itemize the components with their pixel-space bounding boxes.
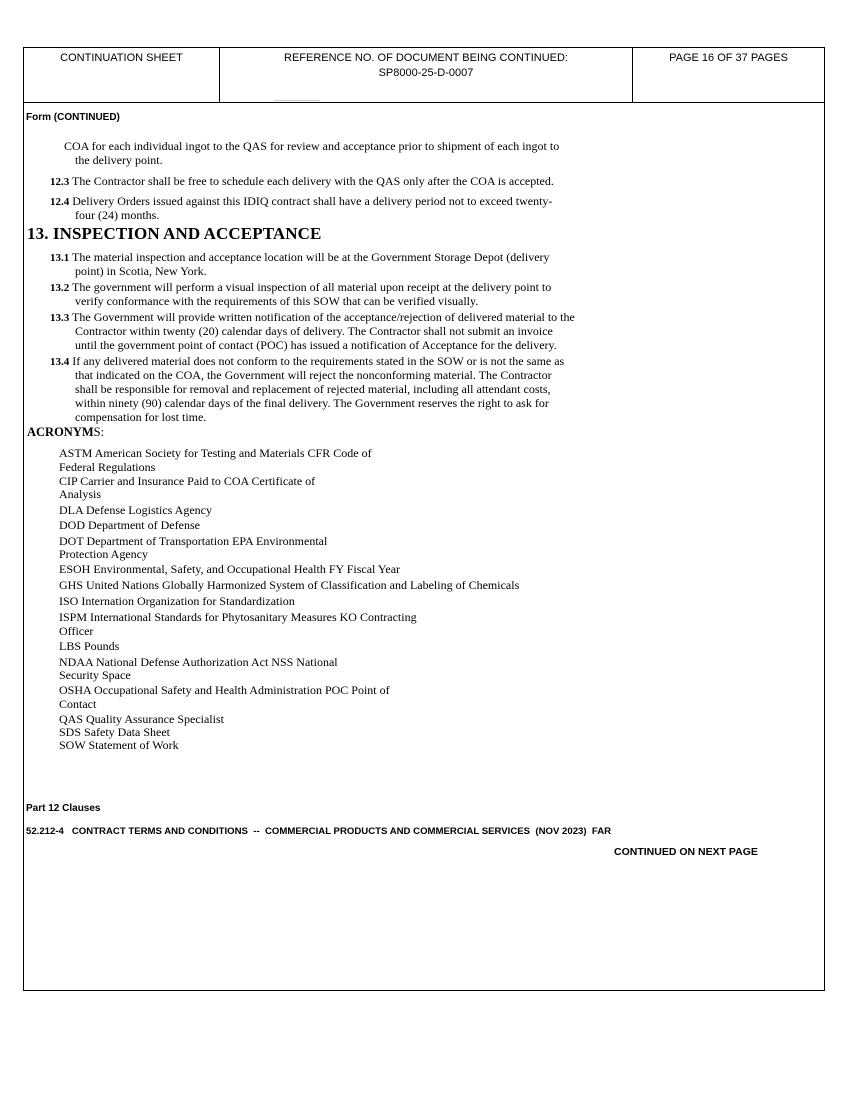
item-text: The Government will provide written notification of the acceptance/rejection of delivered material to the — [72, 310, 575, 324]
intro-line-1: COA for each individual ingot to the QAS for review and acceptance prior to shipment of each ingot to — [64, 139, 560, 153]
acronym-line: Analysis — [59, 487, 101, 501]
item-text: The Contractor shall be free to schedule each delivery with the QAS only after the COA is accepted. — [72, 174, 554, 188]
continued-on-next-page: CONTINUED ON NEXT PAGE — [614, 846, 758, 858]
acronym-line: CIP Carrier and Insurance Paid to COA Certificate of — [59, 474, 316, 488]
item-13-1 — [50, 250, 550, 265]
page-number: PAGE 16 OF 37 PAGES — [669, 52, 788, 64]
acronyms-heading-bold: ACRONYM — [27, 425, 94, 439]
item-number: 12.3 — [50, 176, 70, 188]
clause-52-212-4: 52.212-4 CONTRACT TERMS AND CONDITIONS -- COMMERCIAL PRODUCTS AND COMMERCIAL SERVICES (NOV 2023) FAR — [26, 826, 612, 837]
item-13-4-cont-3: within ninety (90) calendar days of the final delivery. The Government reserves the right to ask for — [75, 396, 549, 410]
item-13-4-cont-4: compensation for lost time. — [75, 410, 207, 424]
acronym-line: SOW Statement of Work — [59, 738, 179, 752]
item-text: If any delivered material does not conform to the requirements stated in the SOW or is not the same as — [72, 354, 565, 368]
item-12-3 — [50, 174, 554, 189]
acronym-line: SDS Safety Data Sheet — [59, 725, 170, 739]
item-13-4 — [50, 354, 564, 369]
acronym-line: DLA Defense Logistics Agency — [59, 503, 212, 517]
continuation-sheet-label: CONTINUATION SHEET — [24, 48, 220, 102]
item-number: 12.4 — [50, 196, 70, 208]
item-number: 13.3 — [50, 312, 70, 324]
item-text: The material inspection and acceptance location will be at the Government Storage Depot (delivery — [72, 250, 550, 264]
acronym-line: ISPM International Standards for Phytosanitary Measures KO Contracting — [59, 610, 417, 624]
item-12-4 — [50, 194, 552, 209]
item-13-2 — [50, 280, 551, 295]
acronym-line: GHS United Nations Globally Harmonized System of Classification and Labeling of Chemicals — [59, 578, 520, 592]
reference-number: SP8000-25-D-0007 — [378, 67, 474, 79]
acronyms-heading-rest: S: — [93, 425, 105, 439]
acronym-line: Officer — [59, 624, 94, 638]
intro-line-2: the delivery point. — [75, 153, 163, 167]
continuation-sheet — [23, 47, 825, 991]
acronym-line: QAS Quality Assurance Specialist — [59, 712, 224, 726]
acronym-line: Contact — [59, 697, 97, 711]
acronyms-heading — [27, 425, 104, 439]
acronym-line: ISO Internation Organization for Standardization — [59, 594, 295, 608]
acronym-line: DOD Department of Defense — [59, 518, 200, 532]
item-13-2-cont: verify conformance with the requirements of this SOW that can be verified visually. — [75, 294, 479, 308]
acronym-line: Security Space — [59, 668, 131, 682]
item-number: 13.4 — [50, 356, 70, 368]
item-text: The government will perform a visual inspection of all material upon receipt at the delivery point to — [72, 280, 552, 294]
reference-cell — [220, 48, 633, 102]
item-12-4-cont: four (24) months. — [75, 208, 160, 222]
item-13-1-cont: point) in Scotia, New York. — [75, 264, 207, 278]
acronym-line: Federal Regulations — [59, 460, 156, 474]
acronym-line: DOT Department of Transportation EPA Environmental — [59, 534, 328, 548]
form-continued-label: Form (CONTINUED) — [26, 112, 120, 123]
item-13-4-cont-1: that indicated on the COA, the Government will reject the nonconforming material. The Contractor — [75, 368, 552, 382]
reference-label: REFERENCE NO. OF DOCUMENT BEING CONTINUED: — [284, 52, 568, 64]
acronym-line: Protection Agency — [59, 547, 148, 561]
sheet-header — [24, 48, 824, 103]
item-13-3 — [50, 310, 575, 325]
part-12-clauses-label: Part 12 Clauses — [26, 803, 101, 814]
item-number: 13.2 — [50, 282, 70, 294]
item-text: Delivery Orders issued against this IDIQ contract shall have a delivery period not to exceed twenty- — [72, 194, 553, 208]
item-13-4-cont-2: shall be responsible for removal and replacement of rejected material, including all attendant costs, — [75, 382, 551, 396]
acronym-line: OSHA Occupational Safety and Health Administration POC Point of — [59, 683, 390, 697]
item-13-3-cont-1: Contractor within twenty (20) calendar days of delivery. The Contractor shall not submit an invoice — [75, 324, 553, 338]
acronym-line: ESOH Environmental, Safety, and Occupational Health FY Fiscal Year — [59, 562, 401, 576]
acronym-line: NDAA National Defense Authorization Act NSS National — [59, 655, 338, 669]
item-13-3-cont-2: until the government point of contact (POC) has issued a notification of Acceptance for the delivery. — [75, 338, 557, 352]
item-number: 13.1 — [50, 252, 70, 264]
header-divider — [274, 100, 320, 101]
section-13-heading: 13. INSPECTION AND ACCEPTANCE — [27, 224, 322, 243]
acronym-line: LBS Pounds — [59, 639, 120, 653]
acronym-line: ASTM American Society for Testing and Materials CFR Code of — [59, 446, 372, 460]
